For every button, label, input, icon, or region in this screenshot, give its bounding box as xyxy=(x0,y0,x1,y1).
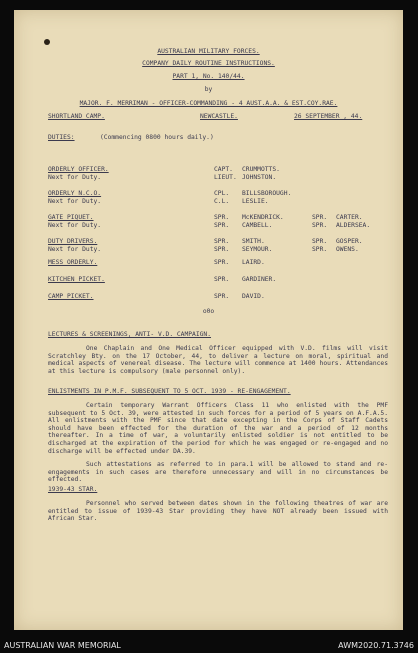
footer-accession: AWM2020.71.3746 xyxy=(338,641,414,650)
duty-label: DUTY DRIVERS. xyxy=(48,238,98,245)
footer-bar xyxy=(0,638,418,653)
section-heading: 1939-43 STAR. xyxy=(48,486,98,493)
document-page xyxy=(14,10,403,630)
town-name: NEWCASTLE. xyxy=(200,113,238,120)
punch-hole xyxy=(44,39,50,45)
commander-line: MAJOR. F. MERRIMAN - OFFICER-COMMANDING - 4 AUST.A.A. & EST.COY.RAE. xyxy=(79,100,338,107)
duty-next-label: Next for Duty. xyxy=(48,222,102,229)
duty-name: LESLIE. xyxy=(242,198,269,205)
duty-name: DAVID. xyxy=(242,293,265,300)
duty-label: KITCHEN PICKET. xyxy=(48,276,105,283)
duty-rank: SPR. xyxy=(214,238,230,245)
doc-date: 26 SEPTEMBER , 44. xyxy=(294,113,363,120)
duty-name: ALDERSEA. xyxy=(336,222,371,229)
duties-heading: DUTIES: xyxy=(48,134,75,141)
duty-rank: SPR. xyxy=(312,238,328,245)
duty-rank: SPR. xyxy=(214,246,230,253)
duty-rank: SPR. xyxy=(214,259,230,266)
duty-name: McKENDRICK. xyxy=(242,214,284,221)
duty-rank: C.L. xyxy=(214,198,230,205)
duty-name: GOSPER. xyxy=(336,238,363,245)
footer-credit: AUSTRALIAN WAR MEMORIAL xyxy=(4,641,121,650)
duty-label: MESS ORDERLY. xyxy=(48,259,98,266)
section-paragraph: One Chaplain and One Medical Officer equipped with V.D. films will visit Scratchley Bty. on the 17 October, 44, to deliver a lecture on moral, spiritual and medical aspects of venereal disease. The lecture will commence at 1400 hours. Attendances at this lecture is compulsory (male personnel only). xyxy=(48,345,388,375)
duty-name: CAMBELL. xyxy=(242,222,273,229)
doc-subtitle: COMPANY DAILY ROUTINE INSTRUCTIONS. xyxy=(142,60,275,67)
duty-rank: SPR. xyxy=(312,214,328,221)
separator: o0o xyxy=(202,308,215,315)
section-paragraph: Such attestations as referred to in para.1 will be allowed to stand and re-engagements in such cases are therefore unnecessary and will in no circumstances be effected. xyxy=(48,461,388,484)
duty-next-label: Next for Duty. xyxy=(48,198,102,205)
duty-name: SMITH. xyxy=(242,238,265,245)
section-paragraph: Personnel who served between dates shown in the following theatres of war are entitled to issue of 1939-43 Star providing they have NOT already been issued with African Star. xyxy=(48,500,388,523)
duty-name: SEYMOUR. xyxy=(242,246,273,253)
section-heading: LECTURES & SCREENINGS, ANTI- V.D. CAMPAIGN. xyxy=(48,331,212,338)
duty-name: JOHNSTON. xyxy=(242,174,277,181)
duty-rank: SPR. xyxy=(312,222,328,229)
duty-name: GARDINER. xyxy=(242,276,277,283)
duty-rank: CPL. xyxy=(214,190,230,197)
duty-rank: SPR. xyxy=(214,276,230,283)
duty-rank: CAPT. xyxy=(214,166,233,173)
duty-name: LAIRD. xyxy=(242,259,265,266)
duty-name: BILLSBOROUGH. xyxy=(242,190,292,197)
duty-name: CRUMMOTTS. xyxy=(242,166,280,173)
camp-name: SHORTLAND CAMP. xyxy=(48,113,105,120)
section-paragraph: Certain temporary Warrant Officers Class 11 who enlisted with the PMF subsequent to 5 Oct. 39, were attested in such forces for a period of 5 years on A.F.A.5. All enlistments with the PMF since that date excepting in the Corps of Staff Cadets should have been effected for the duration of the war and a period of 12 months thereafter. In a time of war, a voluntarily enlisted soldier is not entitled to be discharged at the expiration of the period for which he was engaged or re-engaged and no discharge will be effected under DA.39. xyxy=(48,402,388,455)
part-number: PART 1, No. 140/44. xyxy=(172,73,245,80)
duty-rank: SPR. xyxy=(214,214,230,221)
duty-label: ORDERLY N.C.O. xyxy=(48,190,102,197)
section-heading: ENLISTMENTS IN P.M.F. SUBSEQUENT TO 5 OCT. 1939 - RE-ENGAGEMENT. xyxy=(48,388,291,395)
duty-label: ORDERLY OFFICER. xyxy=(48,166,109,173)
duty-label: CAMP PICKET. xyxy=(48,293,94,300)
duty-rank: SPR. xyxy=(312,246,328,253)
duty-next-label: Next for Duty. xyxy=(48,174,102,181)
duty-name: OWENS. xyxy=(336,246,359,253)
duty-name: CARTER. xyxy=(336,214,363,221)
duty-next-label: Next for Duty. xyxy=(48,246,102,253)
duty-rank: SPR. xyxy=(214,222,230,229)
by-line: by xyxy=(204,86,213,93)
duty-rank: LIEUT. xyxy=(214,174,237,181)
duties-note: (Commencing 0800 hours daily.) xyxy=(100,134,214,141)
duty-rank: SPR. xyxy=(214,293,230,300)
doc-title: AUSTRALIAN MILITARY FORCES. xyxy=(157,48,260,55)
duty-label: GATE PIQUET. xyxy=(48,214,94,221)
